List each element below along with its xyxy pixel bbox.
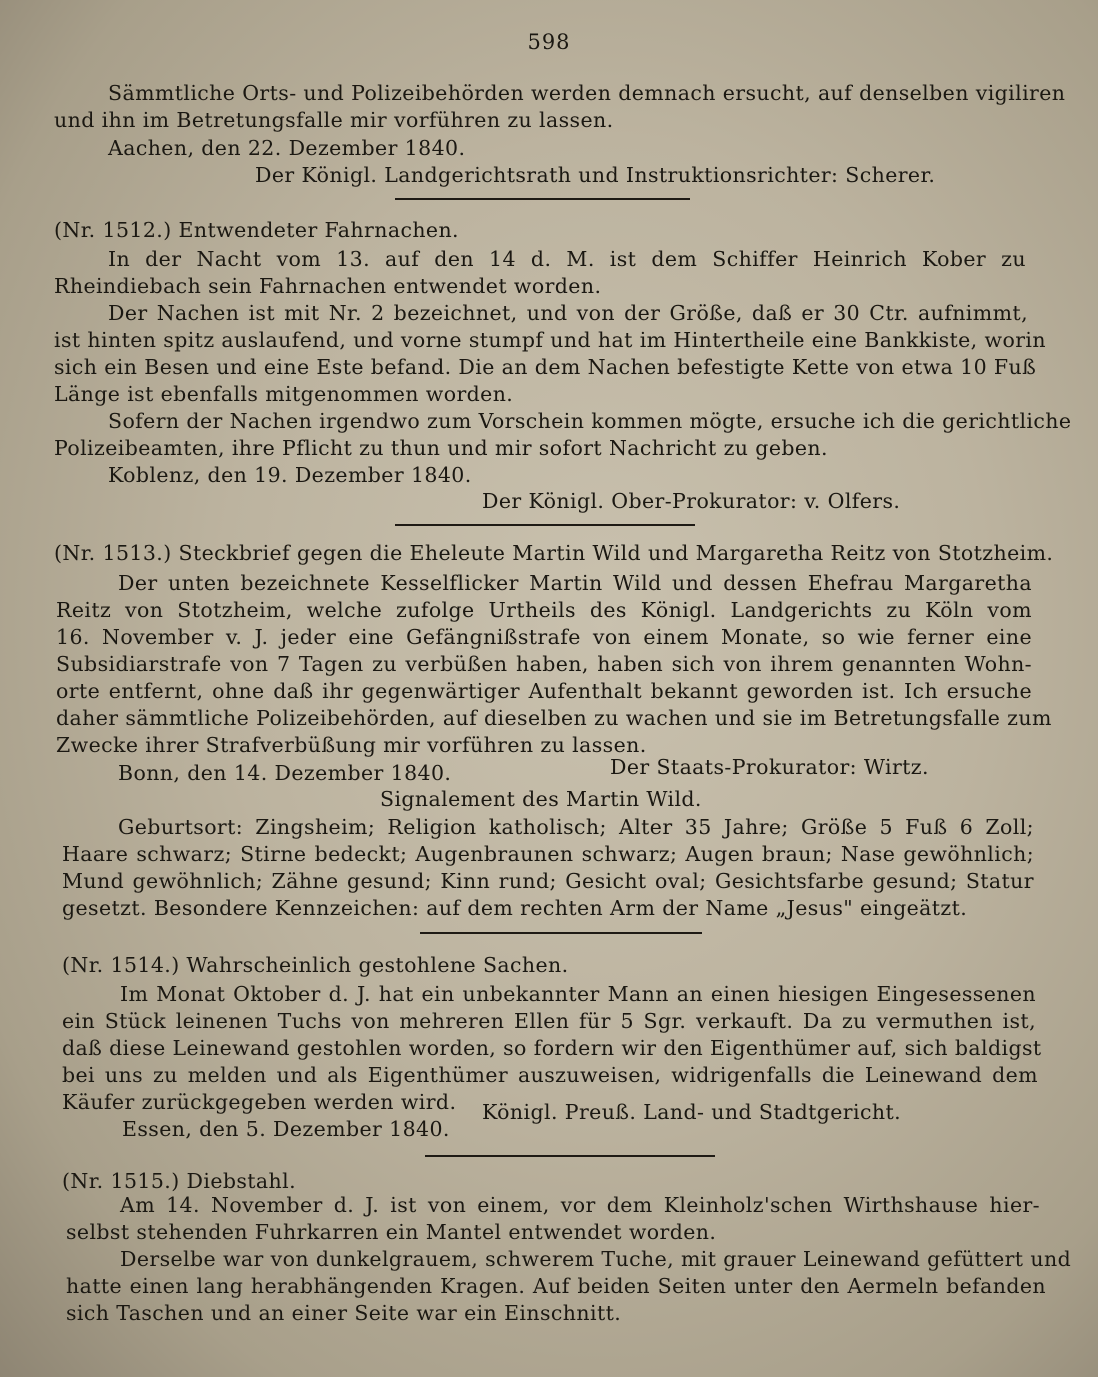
separator-rule xyxy=(425,1155,715,1157)
entry-1513-line-1: Der unten bezeichnete Kesselflicker Martin Wild und dessen Ehefrau Margaretha xyxy=(118,571,1032,595)
entry-1513-signalement-line-4: gesetzt. Besondere Kennzeichen: auf dem rechten Arm der Name „Jesus" eingeätzt. xyxy=(62,896,968,920)
entry-1514-line-3: daß diese Leinewand gestohlen worden, so fordern wir den Eigenthümer auf, sich baldigst xyxy=(62,1036,1042,1060)
entry-1513-signalement-line-2: Haare schwarz; Stirne bedeckt; Augenbraunen schwarz; Augen braun; Nase gewöhnlich; xyxy=(62,842,1034,866)
page-number: 598 xyxy=(527,30,571,54)
entry-1515-line-5: sich Taschen und an einer Seite war ein Einschnitt. xyxy=(66,1301,622,1325)
entry-1513-heading xyxy=(54,540,1053,566)
entry-1514-title: Wahrscheinlich gestohlene Sachen. xyxy=(186,953,569,977)
entry-1513-line-4: Subsidiarstrafe von 7 Tagen zu verbüßen haben, haben sich von ihrem genannten Wohn- xyxy=(56,652,1032,676)
entry-1513-place-date: Bonn, den 14. Dezember 1840. xyxy=(118,761,452,785)
entry-1512-line-3: Der Nachen ist mit Nr. 2 bezeichnet, und von der Größe, daß er 30 Ctr. aufnimmt, xyxy=(108,301,1028,325)
entry-1514-number: (Nr. 1514.) xyxy=(62,953,180,977)
entry-1515-line-3: Derselbe war von dunkelgrauem, schwerem Tuche, mit grauer Leinewand gefüttert und xyxy=(120,1247,1072,1271)
entry-1512-line-7: Sofern der Nachen irgendwo zum Vorschein kommen mögte, ersuche ich die gerichtliche xyxy=(108,409,1072,433)
entry-1513-signalement-title: Signalement des Martin Wild. xyxy=(380,787,702,811)
separator-rule xyxy=(420,932,702,934)
entry-1513-title: Steckbrief gegen die Eheleute Martin Wild und Margaretha Reitz von Stotzheim. xyxy=(178,541,1054,565)
entry-1514-line-4: bei uns zu melden und als Eigenthümer auszuweisen, widrigenfalls die Leinewand dem xyxy=(62,1063,1038,1087)
entry-1512-line-5: sich ein Besen und eine Este befand. Die an dem Nachen befestigte Kette von etwa 10 Fuß xyxy=(54,355,1037,379)
entry-1515-title: Diebstahl. xyxy=(186,1169,297,1193)
entry-1512-signature: Der Königl. Ober-Prokurator: v. Olfers. xyxy=(482,489,901,513)
intro-place-date: Aachen, den 22. Dezember 1840. xyxy=(108,136,466,160)
entry-1515-line-2: selbst stehenden Fuhrkarren ein Mantel entwendet worden. xyxy=(66,1220,717,1244)
entry-1513-signalement-line-3: Mund gewöhnlich; Zähne gesund; Kinn rund; Gesicht oval; Gesichtsfarbe gesund; Statur xyxy=(62,869,1034,893)
entry-1513-line-6: daher sämmtliche Polizeibehörden, auf dieselben zu wachen und sie im Betretungsfalle zum xyxy=(56,706,1052,730)
entry-1514-line-5: Käufer zurückgegeben werden wird. xyxy=(62,1090,457,1114)
intro-signature: Der Königl. Landgerichtsrath und Instruktionsrichter: Scherer. xyxy=(255,163,936,187)
entry-1513-signature: Der Staats-Prokurator: Wirtz. xyxy=(610,755,929,779)
entry-1515-line-1: Am 14. November d. J. ist von einem, vor dem Kleinholz'schen Wirthshause hier- xyxy=(120,1193,1040,1217)
entry-1512-line-6: Länge ist ebenfalls mitgenommen worden. xyxy=(54,382,514,406)
entry-1512-heading xyxy=(54,217,459,243)
entry-1513-line-5: orte entfernt, ohne daß ihr gegenwärtiger Aufenthalt bekannt geworden ist. Ich ersuche xyxy=(56,679,1032,703)
entry-1513-line-2: Reitz von Stotzheim, welche zufolge Urtheils des Königl. Landgerichts zu Köln vom xyxy=(56,598,1032,622)
entry-1514-place-date: Essen, den 5. Dezember 1840. xyxy=(122,1117,450,1141)
entry-1512-line-1: In der Nacht vom 13. auf den 14 d. M. ist dem Schiffer Heinrich Kober zu xyxy=(108,247,1026,271)
intro-line-2: und ihn im Betretungsfalle mir vorführen zu lassen. xyxy=(54,108,614,132)
entry-1512-title: Entwendeter Fahrnachen. xyxy=(178,218,459,242)
entry-1512-line-8: Polizeibeamten, ihre Pflicht zu thun und mir sofort Nachricht zu geben. xyxy=(54,436,828,460)
separator-rule xyxy=(395,198,690,200)
entry-1515-line-4: hatte einen lang herabhängenden Kragen. Auf beiden Seiten unter den Aermeln befanden xyxy=(66,1274,1046,1298)
separator-rule xyxy=(395,524,695,526)
intro-line-1: Sämmtliche Orts- und Polizeibehörden werden demnach ersucht, auf denselben vigiliren xyxy=(108,81,1066,105)
entry-1514-line-1: Im Monat Oktober d. J. hat ein unbekannter Mann an einen hiesigen Eingesessenen xyxy=(120,982,1036,1006)
entry-1513-line-3: 16. November v. J. jeder eine Gefängnißstrafe von einem Monate, so wie ferner eine xyxy=(56,625,1032,649)
entry-1515-heading xyxy=(62,1168,296,1194)
entry-1512-line-2: Rheindiebach sein Fahrnachen entwendet worden. xyxy=(54,274,602,298)
entry-1513-signalement-line-1: Geburtsort: Zingsheim; Religion katholisch; Alter 35 Jahre; Größe 5 Fuß 6 Zoll; xyxy=(118,815,1034,839)
entry-1514-heading xyxy=(62,952,569,978)
entry-1512-number: (Nr. 1512.) xyxy=(54,218,172,242)
entry-1512-place-date: Koblenz, den 19. Dezember 1840. xyxy=(108,463,472,487)
entry-1514-line-2: ein Stück leinenen Tuchs von mehreren Ellen für 5 Sgr. verkauft. Da zu vermuthen ist, xyxy=(62,1009,1036,1033)
entry-1513-number: (Nr. 1513.) xyxy=(54,541,172,565)
entry-1515-number: (Nr. 1515.) xyxy=(62,1169,180,1193)
entry-1514-signature: Königl. Preuß. Land- und Stadtgericht. xyxy=(482,1100,901,1124)
entry-1513-line-7: Zwecke ihrer Strafverbüßung mir vorführen zu lassen. xyxy=(56,733,647,757)
entry-1512-line-4: ist hinten spitz auslaufend, und vorne stumpf und hat im Hintertheile eine Bankkiste, worin xyxy=(54,328,1046,352)
